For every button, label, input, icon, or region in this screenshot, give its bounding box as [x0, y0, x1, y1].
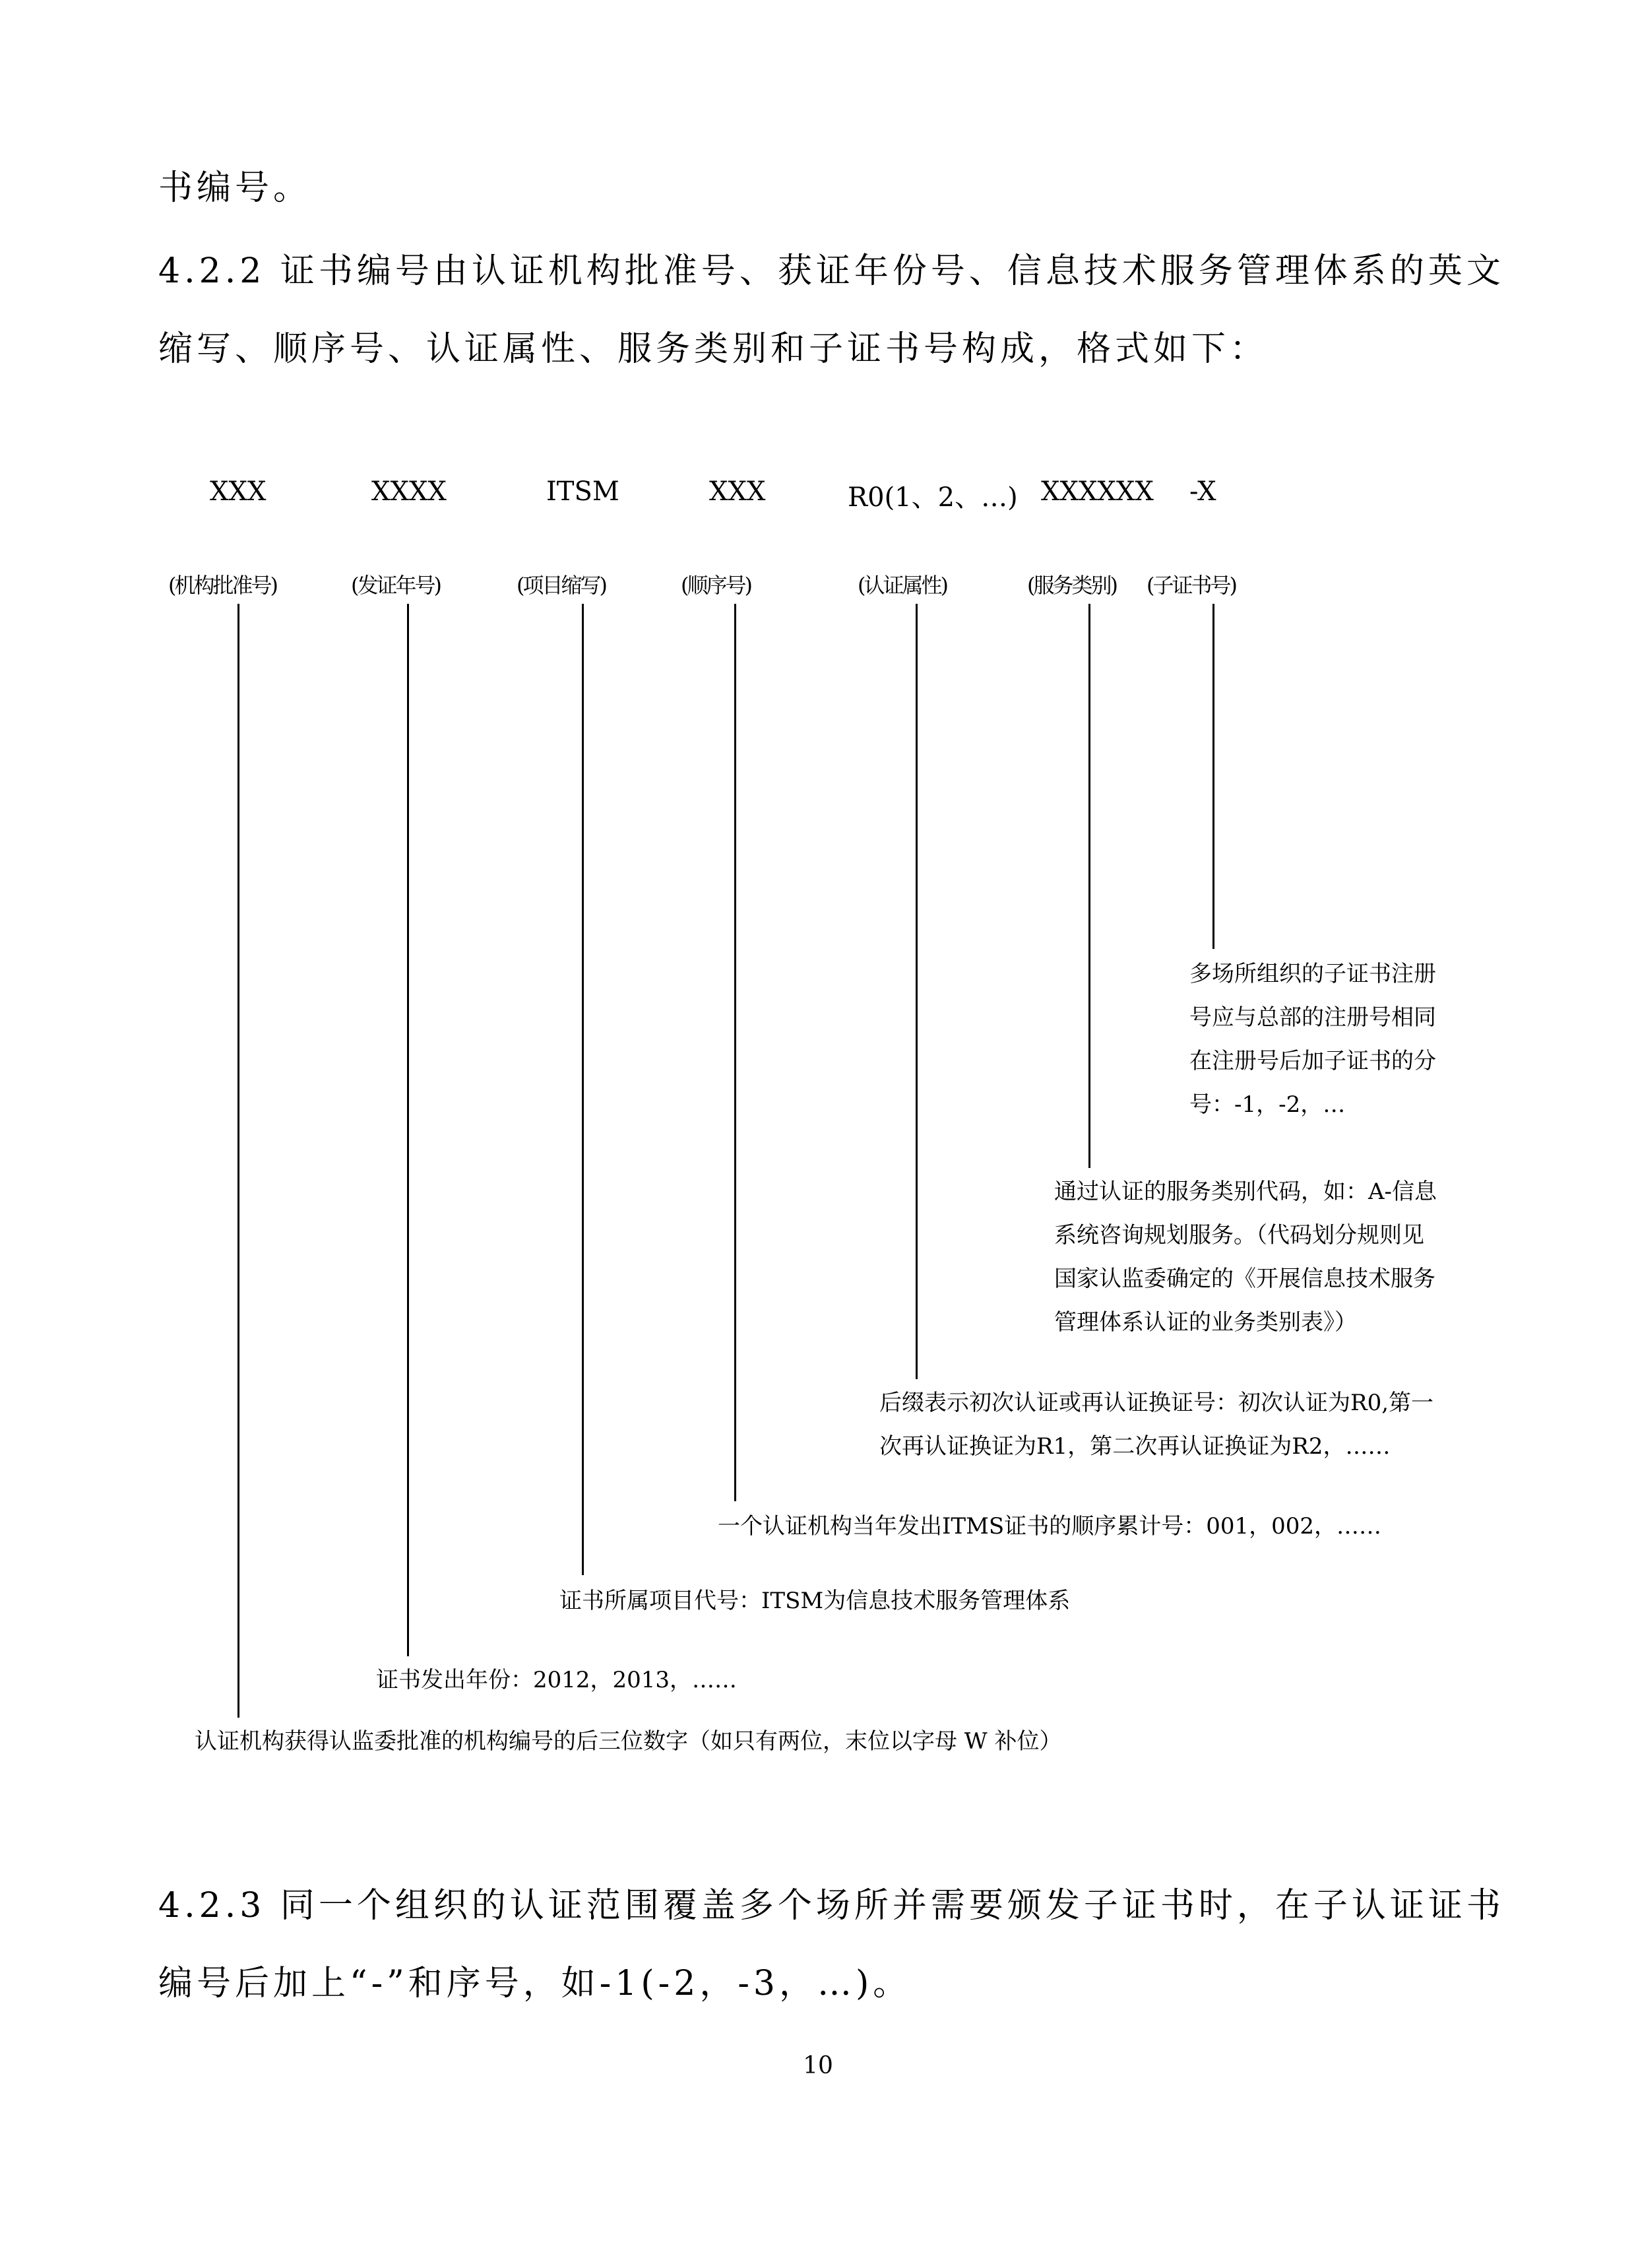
connector-sequence [734, 604, 736, 1501]
label-sequence: (顺序号) [681, 573, 751, 598]
label-year: (发证年号) [351, 573, 440, 598]
code-approval: XXX [210, 476, 267, 507]
label-sub-certificate: (子证书号) [1147, 573, 1236, 598]
connector-project [582, 604, 584, 1575]
paragraph-continuation: 书编号。 [158, 168, 312, 208]
desc-sequence: 一个认证机构当年发出ITMS证书的顺序累计号：001，002，…… [718, 1513, 1382, 1539]
desc-approval: 认证机构获得认监委批准的机构编号的后三位数字（如只有两位，末位以字母 W 补位） [195, 1728, 1062, 1755]
paragraph-4-2-2-line1: 4.2.2 证书编号由认证机构批准号、获证年份号、信息技术服务管理体系的英文 [158, 251, 1505, 291]
connector-sub-certificate [1212, 604, 1214, 949]
desc-year: 证书发出年份：2012，2013，…… [376, 1667, 738, 1693]
label-attribute: (认证属性) [858, 573, 947, 598]
code-sequence: XXX [709, 476, 766, 507]
connector-year [407, 604, 409, 1656]
desc-attribute: 后缀表示初次认证或再认证换证号：初次认证为R0,第一 次再认证换证为R1，第二次再认证换证为R2，…… [879, 1390, 1434, 1460]
code-year: XXXX [371, 476, 447, 507]
page-number: 10 [803, 2052, 833, 2079]
connector-approval [237, 604, 239, 1718]
desc-sub-certificate: 多场所组织的子证书注册 号应与总部的注册号相同 在注册号后加子证书的分 号：-1，-2，… [1189, 961, 1436, 1118]
code-attribute: R0(1、2、…) [848, 482, 1018, 513]
code-project: ITSM [546, 476, 619, 507]
code-sub-certificate: -X [1189, 476, 1216, 507]
desc-project: 证书所属项目代号：ITSM为信息技术服务管理体系 [559, 1588, 1071, 1614]
paragraph-4-2-2-line2: 缩写、顺序号、认证属性、服务类别和子证书号构成，格式如下： [158, 329, 1269, 369]
desc-service-category: 通过认证的服务类别代码，如：A-信息 系统咨询规划服务。（代码划分规则见 国家认监委确定的《开展信息技术服务 管理体系认证的业务类别表》） [1054, 1179, 1437, 1336]
label-service: (服务类别) [1027, 573, 1116, 598]
label-approval: (机构批准号) [168, 573, 276, 598]
paragraph-4-2-3-line2: 编号后加上“-”和序号，如-1(-2，-3，…)。 [158, 1964, 912, 2003]
connector-service [1088, 604, 1090, 1168]
label-project: (项目缩写) [517, 573, 606, 598]
code-service: XXXXXX [1041, 476, 1154, 507]
connector-attribute [916, 604, 918, 1379]
paragraph-4-2-3-line1: 4.2.3 同一个组织的认证范围覆盖多个场所并需要颁发子证书时，在子认证证书 [158, 1886, 1505, 1926]
